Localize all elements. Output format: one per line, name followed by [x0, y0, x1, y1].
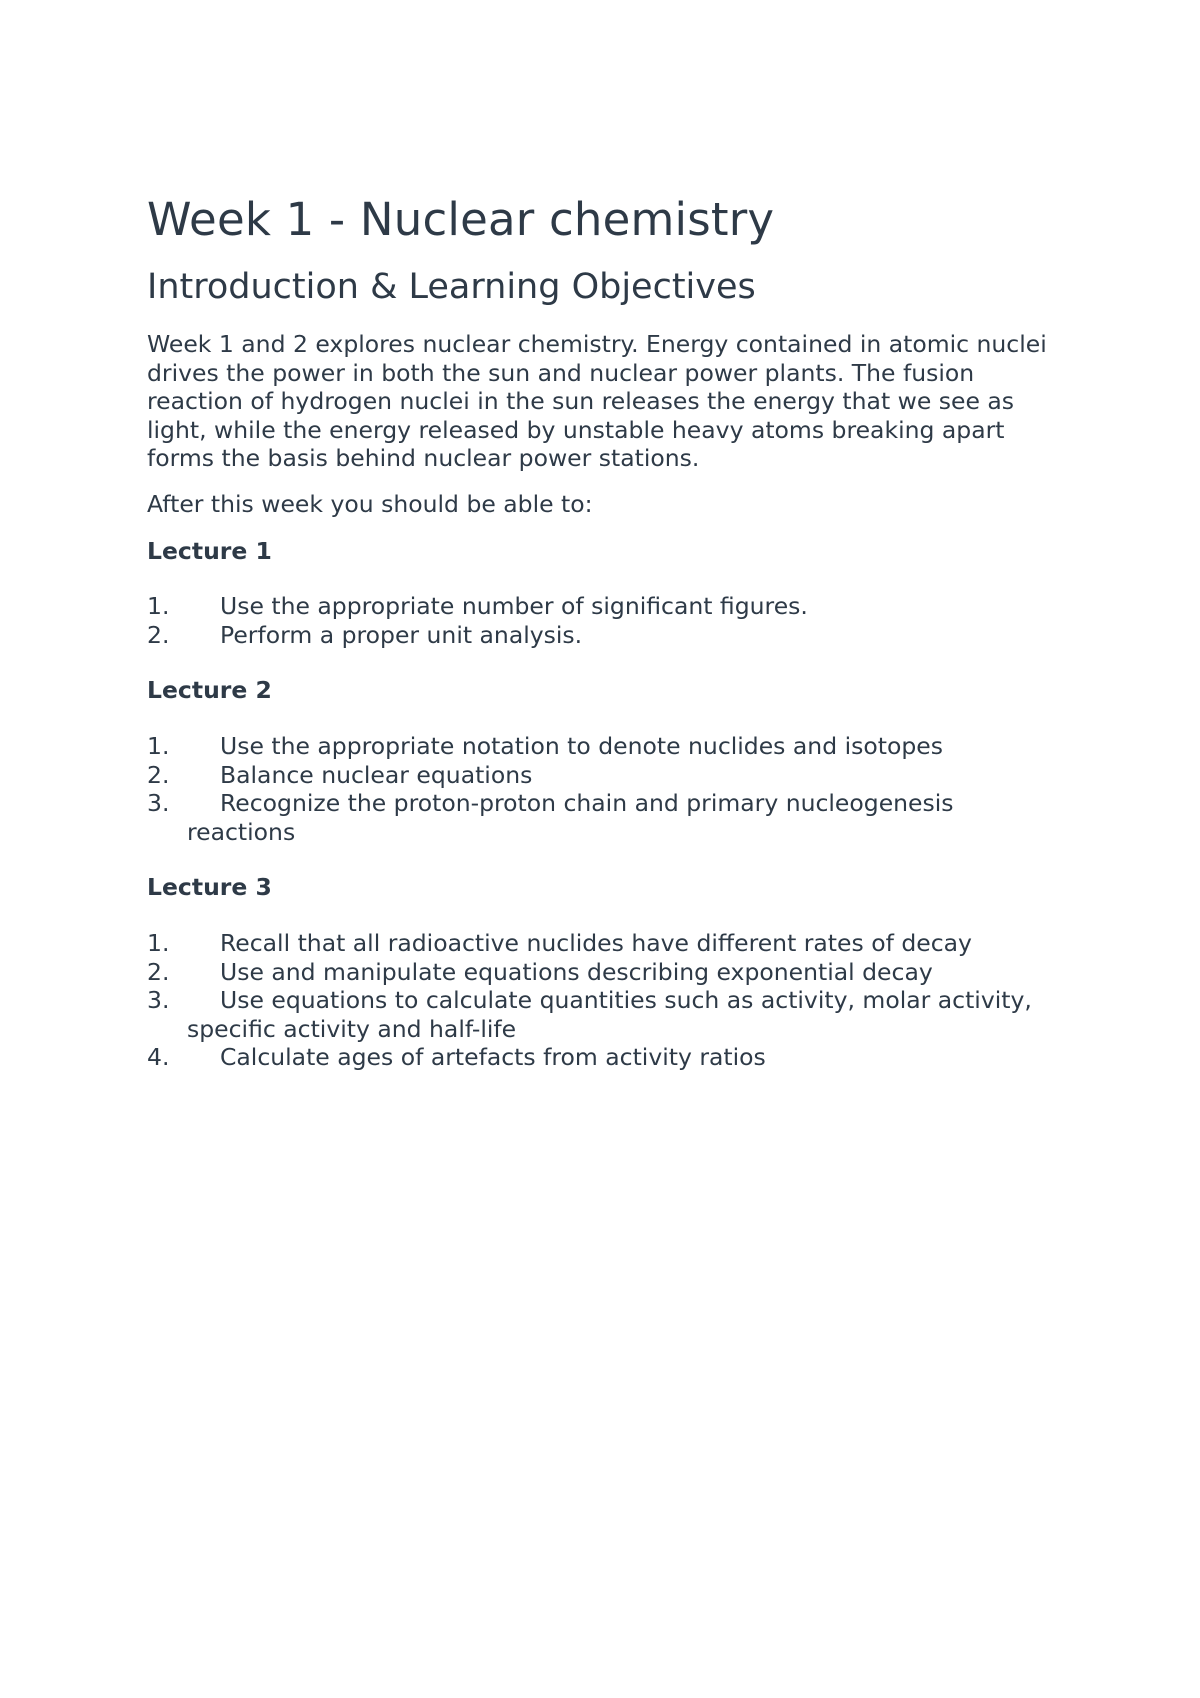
list-text: Use equations to calculate quantities such as activity, molar activity, specific activity and half-life: [187, 986, 1032, 1043]
list-item: [147, 986, 1067, 1043]
list-number: 2.: [147, 760, 170, 789]
list-item: [147, 592, 1067, 621]
list-number: 4.: [147, 1043, 170, 1072]
list-item: [147, 1043, 1067, 1072]
list-item: [147, 929, 1067, 958]
objectives-lead-in: After this week you should be able to:: [147, 489, 593, 518]
list-number: 2.: [147, 957, 170, 986]
document-body: [147, 190, 1067, 1072]
list-item: [147, 621, 1067, 650]
lecture-1-objectives: [147, 592, 1067, 649]
lecture-2-heading: Lecture 2: [147, 676, 272, 705]
list-text: Balance nuclear equations: [220, 760, 533, 789]
list-text: Use and manipulate equations describing exponential decay: [220, 957, 933, 986]
list-number: 1.: [147, 731, 170, 760]
list-text: Perform a proper unit analysis.: [220, 620, 583, 649]
spacer: [147, 846, 1067, 873]
section-subtitle: Introduction & Learning Objectives: [147, 267, 756, 307]
intro-paragraph: Week 1 and 2 explores nuclear chemistry. Energy contained in atomic nuclei drives the power in both the sun and nuclear power plants. The fusion reaction of hydrogen nuclei in the sun releases the energy that we see as light, while the energy released by unstable heavy atoms breaking apart forms the basis behind nuclear power stations.: [147, 330, 1047, 473]
list-item: [147, 732, 1067, 761]
list-item: [147, 789, 1067, 846]
list-number: 2.: [147, 620, 170, 649]
lecture-2-objectives: [147, 732, 1067, 846]
lecture-3-heading: Lecture 3: [147, 873, 272, 902]
list-number: 1.: [147, 928, 170, 957]
list-text: Use the appropriate notation to denote nuclides and isotopes: [220, 731, 943, 760]
lecture-3-objectives: [147, 929, 1067, 1072]
list-text: Recall that all radioactive nuclides have different rates of decay: [220, 928, 972, 957]
spacer: [147, 649, 1067, 676]
list-text: Calculate ages of artefacts from activity ratios: [220, 1043, 766, 1072]
list-text: Use the appropriate number of significant figures.: [220, 592, 808, 621]
list-number: 3.: [147, 986, 170, 1015]
list-number: 1.: [147, 592, 170, 621]
list-number: 3.: [147, 789, 170, 818]
list-text: Recognize the proton-proton chain and primary nucleogenesis reactions: [187, 789, 954, 846]
page-title: Week 1 - Nuclear chemistry: [147, 193, 775, 246]
list-item: [147, 958, 1067, 987]
list-item: [147, 761, 1067, 790]
lecture-1-heading: Lecture 1: [147, 536, 272, 565]
